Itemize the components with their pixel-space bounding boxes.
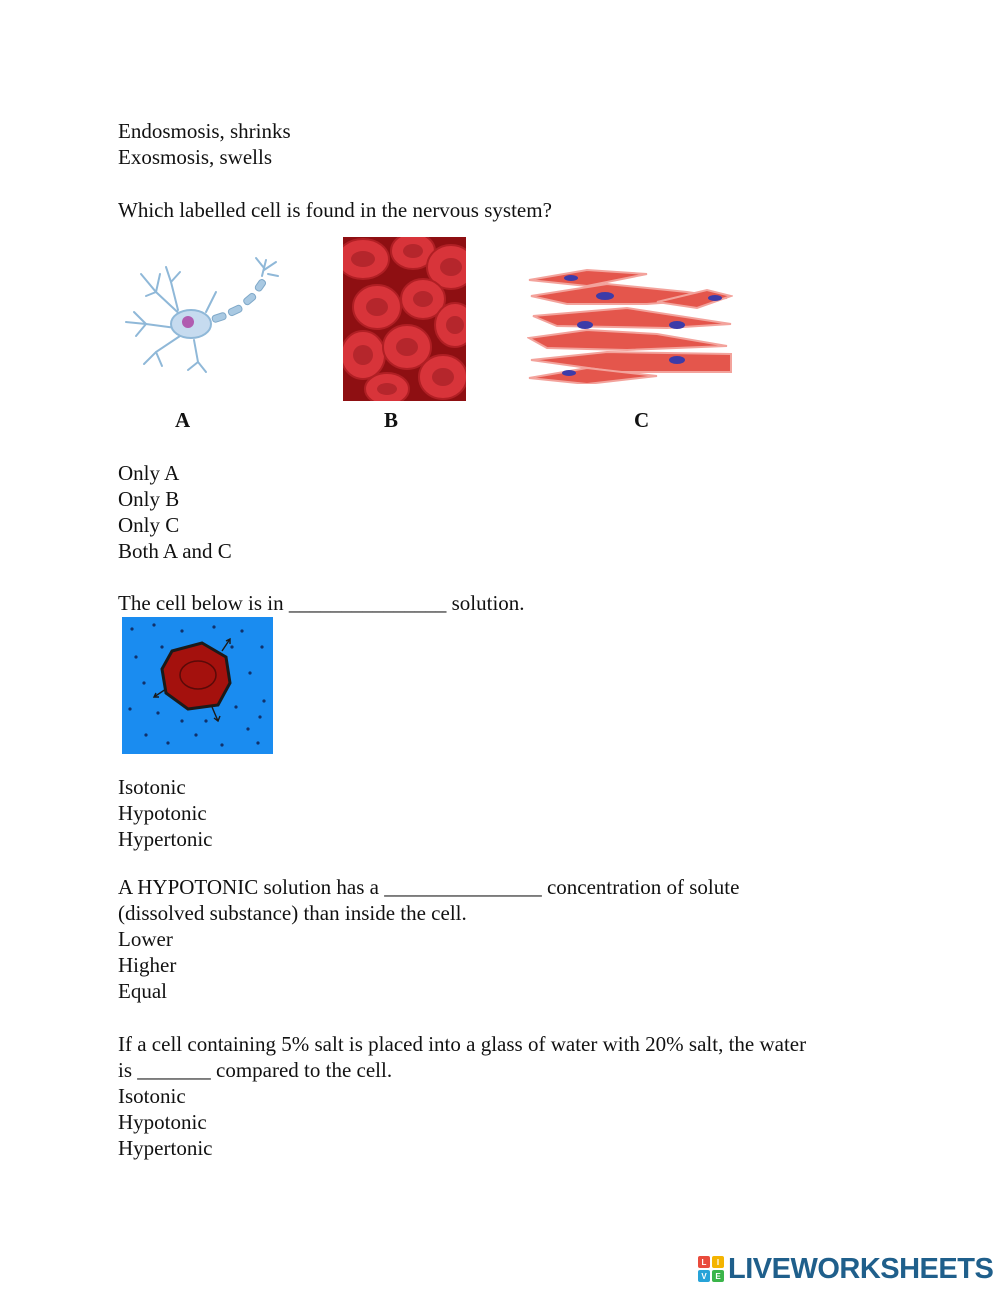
q2-option-1[interactable]: Isotonic <box>118 775 186 799</box>
q4-option-3[interactable]: Hypertonic <box>118 1136 213 1160</box>
q3-option-1[interactable]: Lower <box>118 927 173 951</box>
logo-letter-l: L <box>698 1256 710 1268</box>
q4-option-1[interactable]: Isotonic <box>118 1084 186 1108</box>
logo-letter-i: I <box>712 1256 724 1268</box>
muscle-cells-image <box>527 268 733 384</box>
liveworksheets-logo[interactable] <box>698 1254 993 1284</box>
q3-question-line1: A HYPOTONIC solution has a _______________ concentration of solute <box>118 875 740 899</box>
q1-question: Which labelled cell is found in the nervous system? <box>118 198 552 222</box>
q1-option-3[interactable]: Only C <box>118 513 180 537</box>
logo-squares-icon <box>698 1256 724 1282</box>
q2-option-3[interactable]: Hypertonic <box>118 827 213 851</box>
neuron-image <box>116 252 280 378</box>
q3-option-2[interactable]: Higher <box>118 953 177 977</box>
cell-in-solution-image <box>122 617 273 754</box>
q4-question-line2: is _______ compared to the cell. <box>118 1058 393 1082</box>
q4-option-2[interactable]: Hypotonic <box>118 1110 207 1134</box>
logo-letter-e: E <box>712 1270 724 1282</box>
q1-option-4[interactable]: Both A and C <box>118 539 232 563</box>
q4-question-line1: If a cell containing 5% salt is placed into a glass of water with 20% salt, the water <box>118 1032 807 1056</box>
logo-letter-v: V <box>698 1270 710 1282</box>
image-label-a: A <box>175 408 191 432</box>
logo-brand-text: LIVEWORKSHEETS <box>728 1252 994 1285</box>
prev-option-2[interactable]: Exosmosis, swells <box>118 145 273 169</box>
q2-question: The cell below is in _______________ solution. <box>118 591 525 615</box>
prev-option-1[interactable]: Endosmosis, shrinks <box>118 119 291 143</box>
q3-question-line2: (dissolved substance) than inside the cell. <box>118 901 467 925</box>
image-label-c: C <box>634 408 650 432</box>
q1-option-2[interactable]: Only B <box>118 487 180 511</box>
q3-option-3[interactable]: Equal <box>118 979 167 1003</box>
q2-option-2[interactable]: Hypotonic <box>118 801 207 825</box>
image-label-b: B <box>384 408 399 432</box>
q1-option-1[interactable]: Only A <box>118 461 180 485</box>
red-blood-cells-image <box>343 237 466 401</box>
